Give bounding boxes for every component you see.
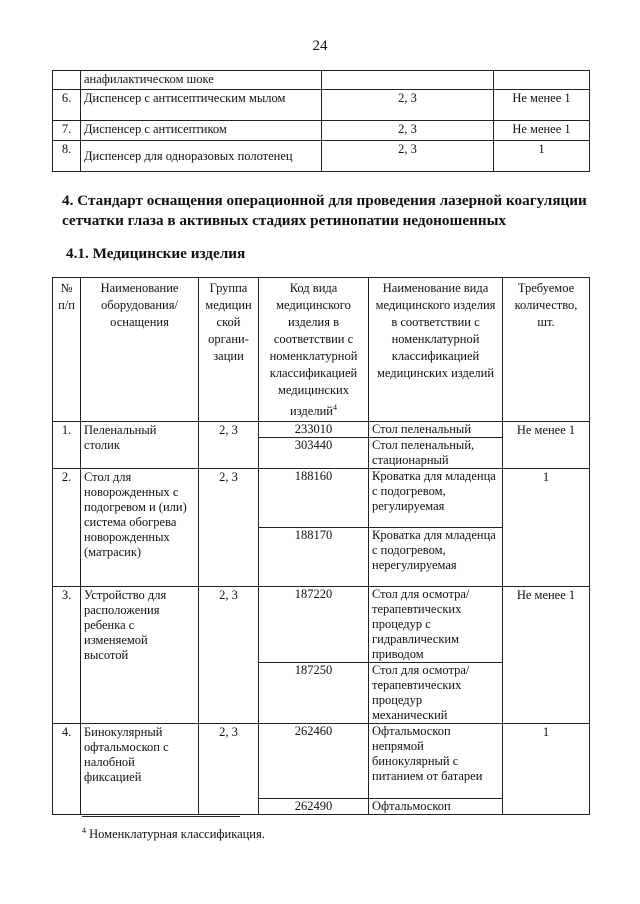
equipment-table-continued [52, 70, 590, 172]
header-device-code-text: Код вида медицинского изделия в соответствии с номенклатурной классификацией медицинских изделий [269, 281, 358, 419]
equipment-name: Диспенсер с антисептиком [81, 121, 322, 141]
table-row [53, 90, 590, 121]
facility-group: 2, 3 [199, 422, 259, 469]
device-kind: Стол для осмотра/ терапевтических процедур механический [369, 663, 503, 724]
facility-group [322, 71, 494, 90]
required-quantity: 1 [503, 724, 590, 815]
equipment-name: анафилактическом шоке [81, 71, 322, 90]
device-code: 233010 [259, 422, 369, 438]
subsection-heading: 4.1. Медицинские изделия [66, 245, 246, 262]
header-device-kind: Наименование вида медицинского изделия в соответствии с номенклатурной классификацией медицинских изделий [369, 278, 503, 422]
row-number: 8. [53, 141, 81, 172]
device-kind: Офтальмоскоп непрямой бинокулярный с питанием от батареи [369, 724, 503, 799]
device-kind: Кроватка для младенца с подогревом, нерегулируемая [369, 528, 503, 587]
device-code: 262490 [259, 799, 369, 815]
device-kind: Стол для осмотра/ терапевтических процедур с гидравлическим приводом [369, 587, 503, 663]
header-equipment-name: Наименование оборудования/ оснащения [81, 278, 199, 422]
equipment-name: Пеленальный столик [81, 422, 199, 469]
facility-group: 2, 3 [199, 587, 259, 724]
footnote [82, 826, 265, 842]
device-code: 187220 [259, 587, 369, 663]
facility-group: 2, 3 [322, 121, 494, 141]
equipment-name: Стол для новорожденных с подогревом и (или) система обогрева новорожденных (матрасик) [81, 469, 199, 587]
footnote-reference: 4 [332, 403, 337, 412]
facility-group: 2, 3 [199, 469, 259, 587]
table-row [53, 422, 590, 438]
device-kind: Кроватка для младенца с подогревом, регулируемая [369, 469, 503, 528]
row-number: 3. [53, 587, 81, 724]
required-quantity: 1 [494, 141, 590, 172]
equipment-name: Диспенсер с антисептическим мылом [81, 90, 322, 121]
row-number: 4. [53, 724, 81, 815]
device-kind: Стол пеленальный, стационарный [369, 438, 503, 469]
table-row [53, 469, 590, 528]
medical-devices-table [52, 277, 590, 815]
header-required-quantity: Требуемое количество, шт. [503, 278, 590, 422]
table-row [53, 141, 590, 172]
required-quantity: Не менее 1 [494, 121, 590, 141]
equipment-name: Устройство для расположения ребенка с изменяемой высотой [81, 587, 199, 724]
device-code: 303440 [259, 438, 369, 469]
table-row [53, 71, 590, 90]
table-row [53, 587, 590, 663]
facility-group: 2, 3 [199, 724, 259, 815]
required-quantity: 1 [503, 469, 590, 587]
device-code: 187250 [259, 663, 369, 724]
device-code: 262460 [259, 724, 369, 799]
required-quantity: Не менее 1 [503, 422, 590, 469]
device-code: 188170 [259, 528, 369, 587]
facility-group: 2, 3 [322, 141, 494, 172]
row-number: 6. [53, 90, 81, 121]
footnote-divider [82, 816, 240, 817]
row-number: 7. [53, 121, 81, 141]
table-row [53, 121, 590, 141]
equipment-name-text: Диспенсер для одноразовых полотенец [84, 149, 293, 163]
footnote-text: Номенклатурная классификация. [86, 827, 265, 842]
device-kind: Стол пеленальный [369, 422, 503, 438]
header-number: № п/п [53, 278, 81, 422]
required-quantity: Не менее 1 [494, 90, 590, 121]
row-number [53, 71, 81, 90]
page-number: 24 [312, 38, 328, 54]
equipment-name [81, 141, 322, 172]
footnote-marker: 4 [82, 826, 86, 835]
required-quantity: Не менее 1 [503, 587, 590, 724]
row-number: 2. [53, 469, 81, 587]
equipment-name: Бинокулярный офтальмоскоп с налобной фиксацией [81, 724, 199, 815]
header-device-code [259, 278, 369, 422]
section-heading: 4. Стандарт оснащения операционной для проведения лазерной коагуляции сетчатки глаза в активных стадиях ретинопатии недоношенных [62, 192, 587, 229]
device-kind: Офтальмоскоп [369, 799, 503, 815]
table-row [53, 724, 590, 799]
row-number: 1. [53, 422, 81, 469]
required-quantity [494, 71, 590, 90]
table-header-row [53, 278, 590, 422]
device-code: 188160 [259, 469, 369, 528]
header-facility-group: Группа медицин ской органи-зации [199, 278, 259, 422]
facility-group: 2, 3 [322, 90, 494, 121]
